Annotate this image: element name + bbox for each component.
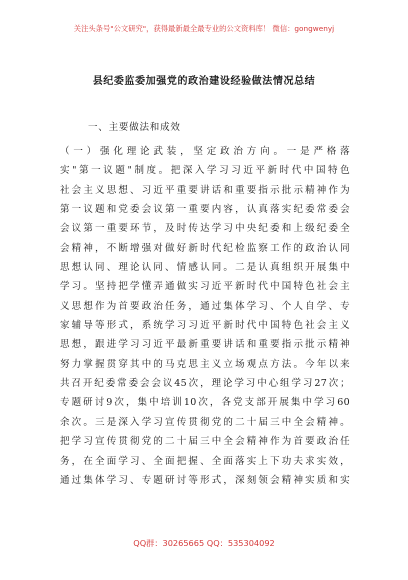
body-line: 第一议题和党委会议第一重要内容，认真落实纪委常委会 xyxy=(60,204,350,216)
body-line: 努力掌握贯穿其中的马克思主义立场观点方法。今年以来 xyxy=(60,358,350,370)
document-title: 县纪委监委加强党的政治建设经验做法情况总结 xyxy=(92,76,316,87)
body-line: 会议第一重要环节，及时传达学习中央纪委和上级纪委全 xyxy=(60,223,350,235)
body-line: 专题研讨9次，集中培训10次，各党支部开展集中学习60 xyxy=(60,397,350,409)
section-heading: 一、主要做法和成效 xyxy=(88,122,181,133)
header-banner: 关注头条号"公文研究"，获得最新最全最专业的公文资料库！ 微信：gongwenyj xyxy=(73,24,335,33)
body-line: 思想，跟进学习习近平最新重要讲话和重要指示批示精神 xyxy=(60,339,350,351)
body-text xyxy=(60,142,350,490)
body-line: 把学习宣传贯彻党的二十届三中全会精神作为首要政治任 xyxy=(60,436,350,448)
body-line: 务，在全面学习、全面把握、全面落实上下功夫求实效， xyxy=(60,455,350,467)
body-line: 实"第一议题"制度。把深入学习习近平新时代中国特色 xyxy=(60,165,350,177)
body-line: 学习。坚持把学懂弄通做实习近平新时代中国特色社会主 xyxy=(60,281,350,293)
body-line: （一）强化理论武装，坚定政治方向。一是严格落 xyxy=(60,146,350,157)
body-line: 余次。三是深入学习宣传贯彻党的二十届三中全会精神。 xyxy=(60,416,350,428)
body-line: 共召开纪委常委会会议45次，理论学习中心组学习27次； xyxy=(60,378,350,390)
body-line: 思想认同、理论认同、情感认同。二是认真组织开展集中 xyxy=(60,262,350,274)
body-line: 义思想作为首要政治任务，通过集体学习、个人自学、专 xyxy=(60,300,350,312)
body-line: 家辅导等形式，系统学习习近平新时代中国特色社会主义 xyxy=(60,320,350,332)
footer-contact: QQ群：30265665 QQ：535304092 xyxy=(133,538,275,548)
body-line: 通过集体学习、专题研讨等形式，深刻领会精神实质和实 xyxy=(60,474,350,486)
body-line: 社会主义思想、习近平重要讲话和重要指示批示精神作为 xyxy=(60,184,350,196)
body-line: 会精神，不断增强对做好新时代纪检监察工作的政治认同 xyxy=(60,242,350,254)
